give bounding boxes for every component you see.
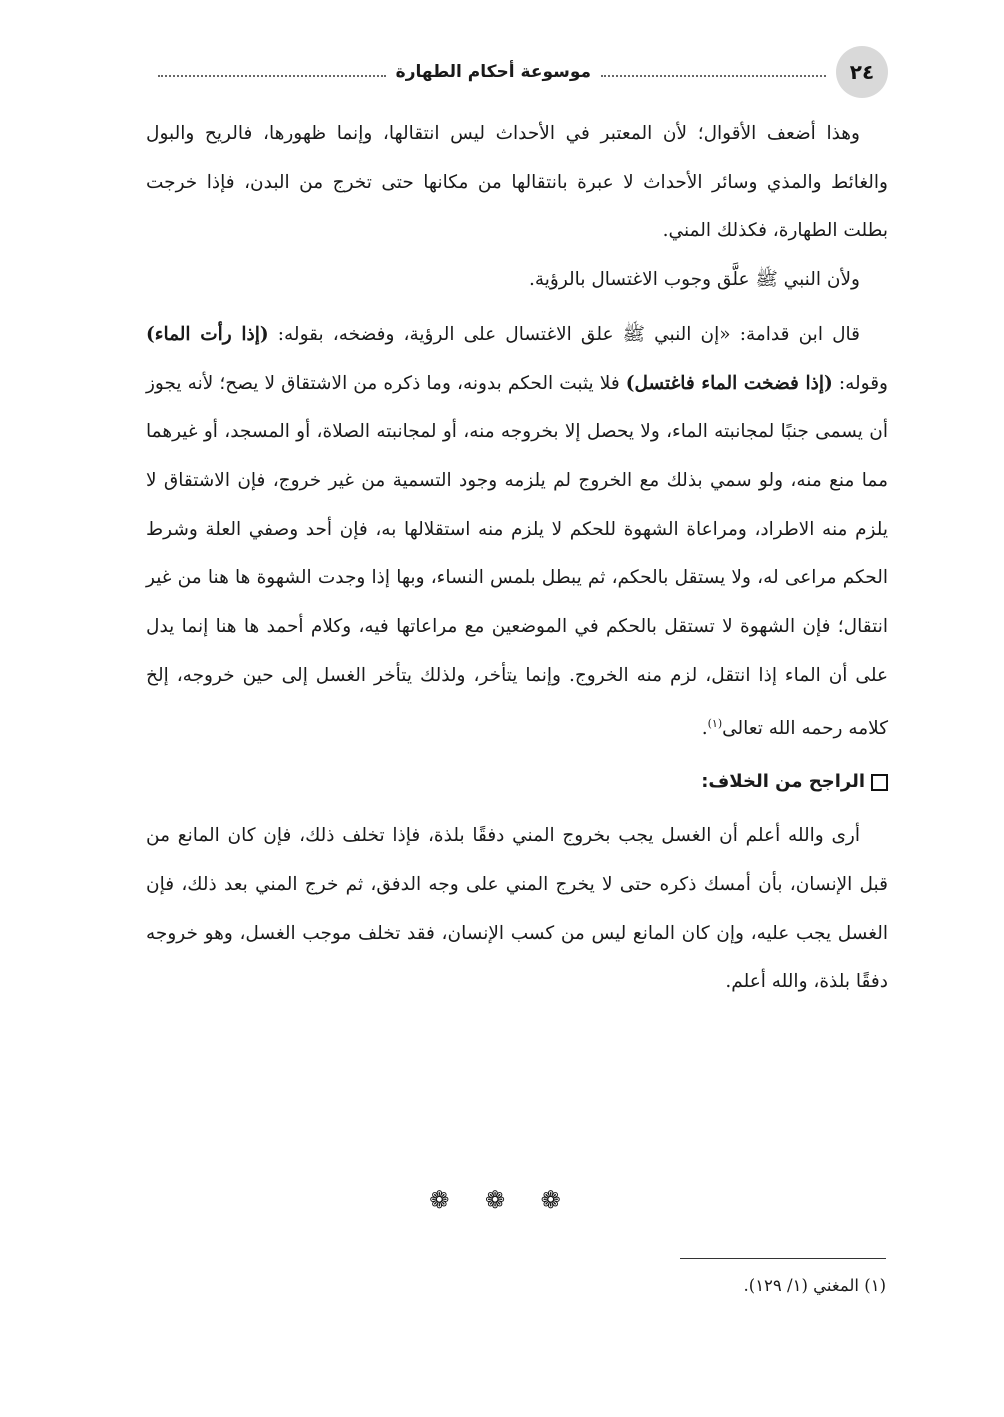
paragraph-2: ولأن النبي ﷺ علَّق وجوب الاغتسال بالرؤية. — [528, 269, 860, 291]
hadith-quote-1: (إذا رأت الماء) — [146, 323, 269, 345]
flower-separator-icon: ❁ ❁ ❁ — [429, 1186, 575, 1214]
section-heading-text: الراجح من الخلاف: — [701, 770, 865, 792]
checkbox-square-icon — [871, 774, 888, 791]
page-body — [146, 110, 888, 1007]
quote-text-e: فلا يثبت الحكم بدونه، وما ذكره من الاشتقاق لا يصح؛ لأنه يجوز أن يسمى جنبًا لمجانبته الماء، ولا يحصل إلا بخروجه منه، أو لمجانبته الصلاة، أو المسجد، أو غيرهما مما منع منه، ولو سمي بذلك مع الخروج لم يلزمه وجود التسمية من غير خروج، فإن الاشتقاق لا يلزم منه الاطراد، ومراعاة الشهوة للحكم لا يلزم منه استقلالها به، فإن أحد وصفي العلة وشرط الحكم مراعى له، ولا يستقل بالحكم، ثم يبطل بلمس النساء، وبها إذا وجدت الشهوة ها هنا من غير انتقال؛ فإن الشهوة لا تستقل بالحكم في الموضعين مع مراعاتها فيه، وكلام أحمد ها هنا إنما يدل على أن الماء إذا انتقل، لزم منه الخروج. وإنما يتأخر، ولذلك يتأخر الغسل إلى حين خروجه، إلخ كلامه رحمه الله تعالى — [146, 372, 888, 740]
book-title: موسوعة أحكام الطهارة — [395, 62, 591, 82]
header-dots-left — [158, 75, 386, 77]
paragraph-conclusion: أرى والله أعلم أن الغسل يجب بخروج المني دفقًا بلذة، فإذا تخلف ذلك، فإن كان المانع من قبل الإنسان، بأن أمسك ذكره حتى لا يخرج المني على وجه الدفق، ثم خرج المني بعد ذلك، فإن الغسل يجب عليه، وإن كان المانع ليس من كسب الإنسان، فقد تخلف موجب الغسل، وهو خروجه دفقًا بلذة، والله أعلم. — [146, 825, 888, 993]
page-header — [148, 40, 888, 104]
quote-text-end: . — [701, 718, 708, 740]
footnote-reference[interactable]: (١) — [707, 717, 723, 731]
quote-text-a: قال ابن قدامة: «إن النبي ﷺ علق الاغتسال على الرؤية، وفضخه، بقوله: — [268, 323, 860, 345]
page-number: ٢٤ — [836, 46, 888, 98]
header-dots-right — [601, 75, 826, 77]
paragraph-1: وهذا أضعف الأقوال؛ لأن المعتبر في الأحداث ليس انتقالها، وإنما ظهورها، فالريح والبول والغائط والمذي وسائر الأحداث لا عبرة بانتقالها من مكانها حتى تخرج من البدن، فإذا خرجت بطلت الطهارة، فكذلك المني. — [146, 123, 888, 242]
footnote-divider — [680, 1258, 886, 1259]
section-heading — [146, 758, 888, 806]
footnote: (١) المغني (١/ ١٢٩). — [743, 1276, 886, 1295]
hadith-quote-2: (إذا فضخت الماء فاغتسل) — [625, 372, 833, 394]
quote-text-c: وقوله: — [832, 372, 888, 394]
paragraph-ibn-qudama-quote — [146, 311, 888, 754]
